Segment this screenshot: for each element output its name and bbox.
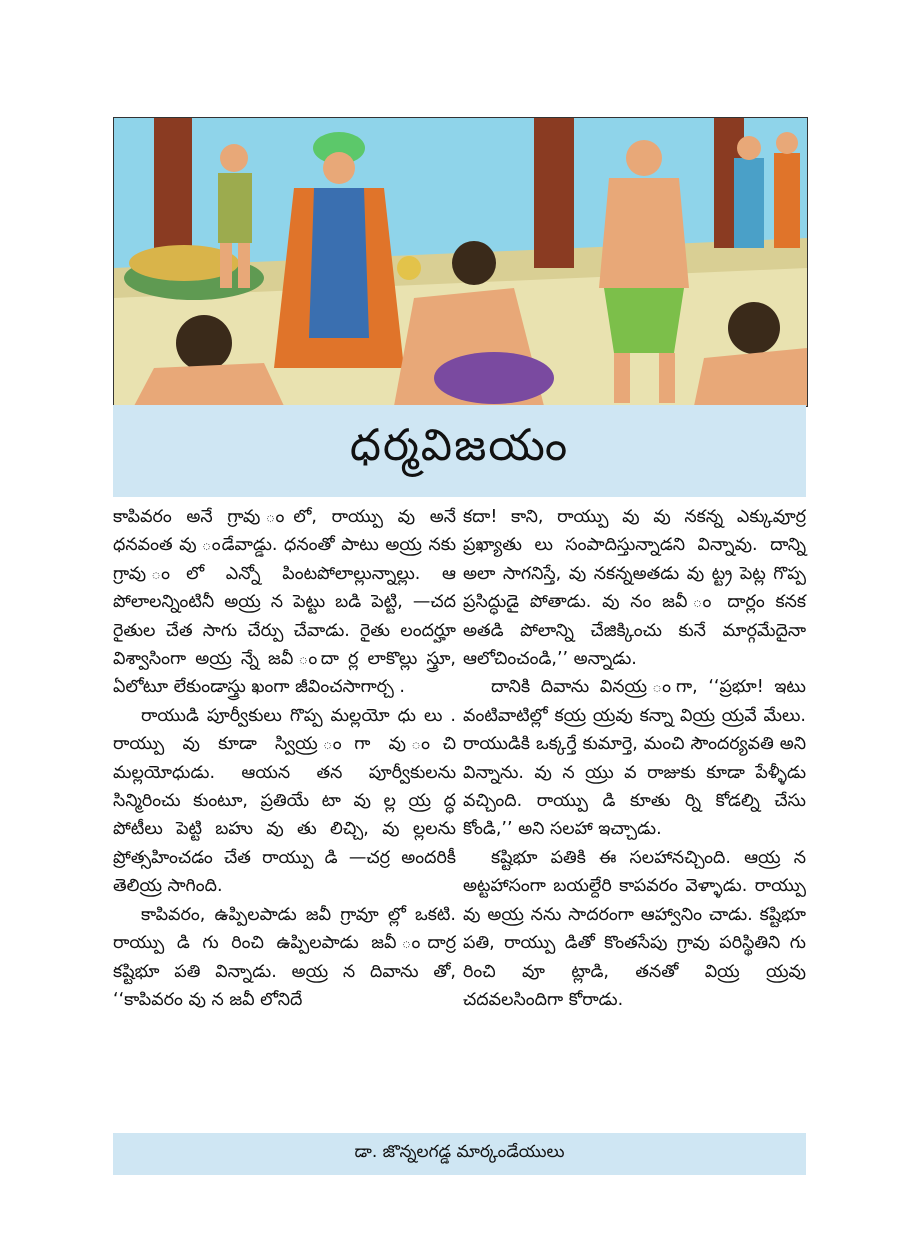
paragraph: రాయుడి పూర్వీకులు గొప్ప మల్లయో ధు లు . రాయ్పు వు కూడా స్వియ్ర ంగా వు ంచి మల్లయోధుడు. ఆయన తన పూర్వీకులను సిన్మిరించు కుంటూ, ప్రతియే టా వు ల్ల య్ర ద్ధ పోటీలు పెట్టి బహు వు తు లిచ్చి, వు ల్లలను ప్రోత్సహించడం చేత రాయ్పు డి —చర్ర అందరికీ తెలియ్ర సాగింది.	[113, 705, 456, 897]
paragraph: కదా! కాని, రాయ్పు వు వు నకన్న ఎక్కువూర్ర ప్రఖ్యాతు లు సంపాదిస్తున్నాడని విన్నావు. దాన్ని అలా సాగనిస్తే, వు నకన్నఅతడు వు ట్ట్ర పెట్ల గొప్ప ప్రసిద్ధుడై పోతాడు. వు నం జవీ ం దార్లం కనక అతడి పోలాన్ని చేజిక్కించు కునే మార్గమేదైనా ఆలోచించండి,’’ అన్నాడు.	[463, 507, 806, 670]
paragraph: కష్టిభూ పతికి ఈ సలహానచ్చింది. ఆయ్ర న అట్టహాసంగా బయల్దేరి కాపవరం వెళ్ళాడు. రాయ్పు వు అయ్ర నను సాదరంగా ఆహ్వానిం చాడు. కష్టిభూ పతి, రాయ్పు డితో కొంతసేపు గ్రావు పరిస్థితిని గు రించి వూ ట్లాడి, తనతో వియ్ర య్రవు చదవలసిందిగా కోరాడు.	[463, 847, 806, 1010]
story-title: ధర్మవిజయం	[349, 420, 570, 471]
left-column	[113, 503, 456, 1128]
right-column	[463, 503, 806, 1128]
paragraph: కాపివరం, ఉప్పిలపాడు జవీ గ్రావూ ల్లో ఒకటి. రాయ్పు డి గు రించి ఉప్పిలపాడు జవీ ందార్ర కష్టిభూ పతి విన్నాడు. అయ్ర న దివాను తో, ‘‘కాపివరం వు న జవీ లోనిదే	[113, 904, 456, 1010]
author-band	[113, 1133, 806, 1175]
paragraph: దానికి దివాను వినయ్ర ంగా, ‘‘ప్రభూ! ఇటు వంటివాటిల్లో కయ్ర య్రవు కన్నా వియ్ర య్రవే మేలు. రాయుడికి ఒక్కర్తే కుమార్తె, మంచి సౌందర్యవతి అని విన్నాను. వు న య్రు వ రాజుకు కూడా పేళ్ళీడు వచ్చింది. రాయ్పు డి కూతు ర్ని కోడల్ని చేసు కోండి,’’ అని సలహా ఇచ్చాడు.	[463, 677, 806, 840]
author-name: డా. జొన్నలగడ్డ మార్కండేయులు	[354, 1142, 565, 1162]
story-illustration	[113, 117, 808, 407]
paragraph: కాపివరం అనే గ్రావు ంలో, రాయ్పు వు అనే ధనవంత వు ండేవాడ్డు. ధనంతో పాటు అయ్ర నకు గ్రావు ంలో ఎన్నో పింటపోలాల్లున్నాల్లు. ఆ పోలాలన్నింటినీ అయ్ర న పెట్టు బడి పెట్టి, —చద రైతుల చేత సాగు చేర్పు చేవాడు. రైతు లందర్హూ విశ్వాసింగా అయ్ర న్నే జవీ ందా ర్ల లాకొల్లు స్త్రూ, ఏలోటూ లేకుండాస్త్రు ఖంగా జీవించసాగార్చ .	[113, 507, 456, 698]
title-band	[113, 405, 806, 497]
article-body	[113, 503, 806, 1128]
story-illustration-icon	[114, 118, 807, 406]
